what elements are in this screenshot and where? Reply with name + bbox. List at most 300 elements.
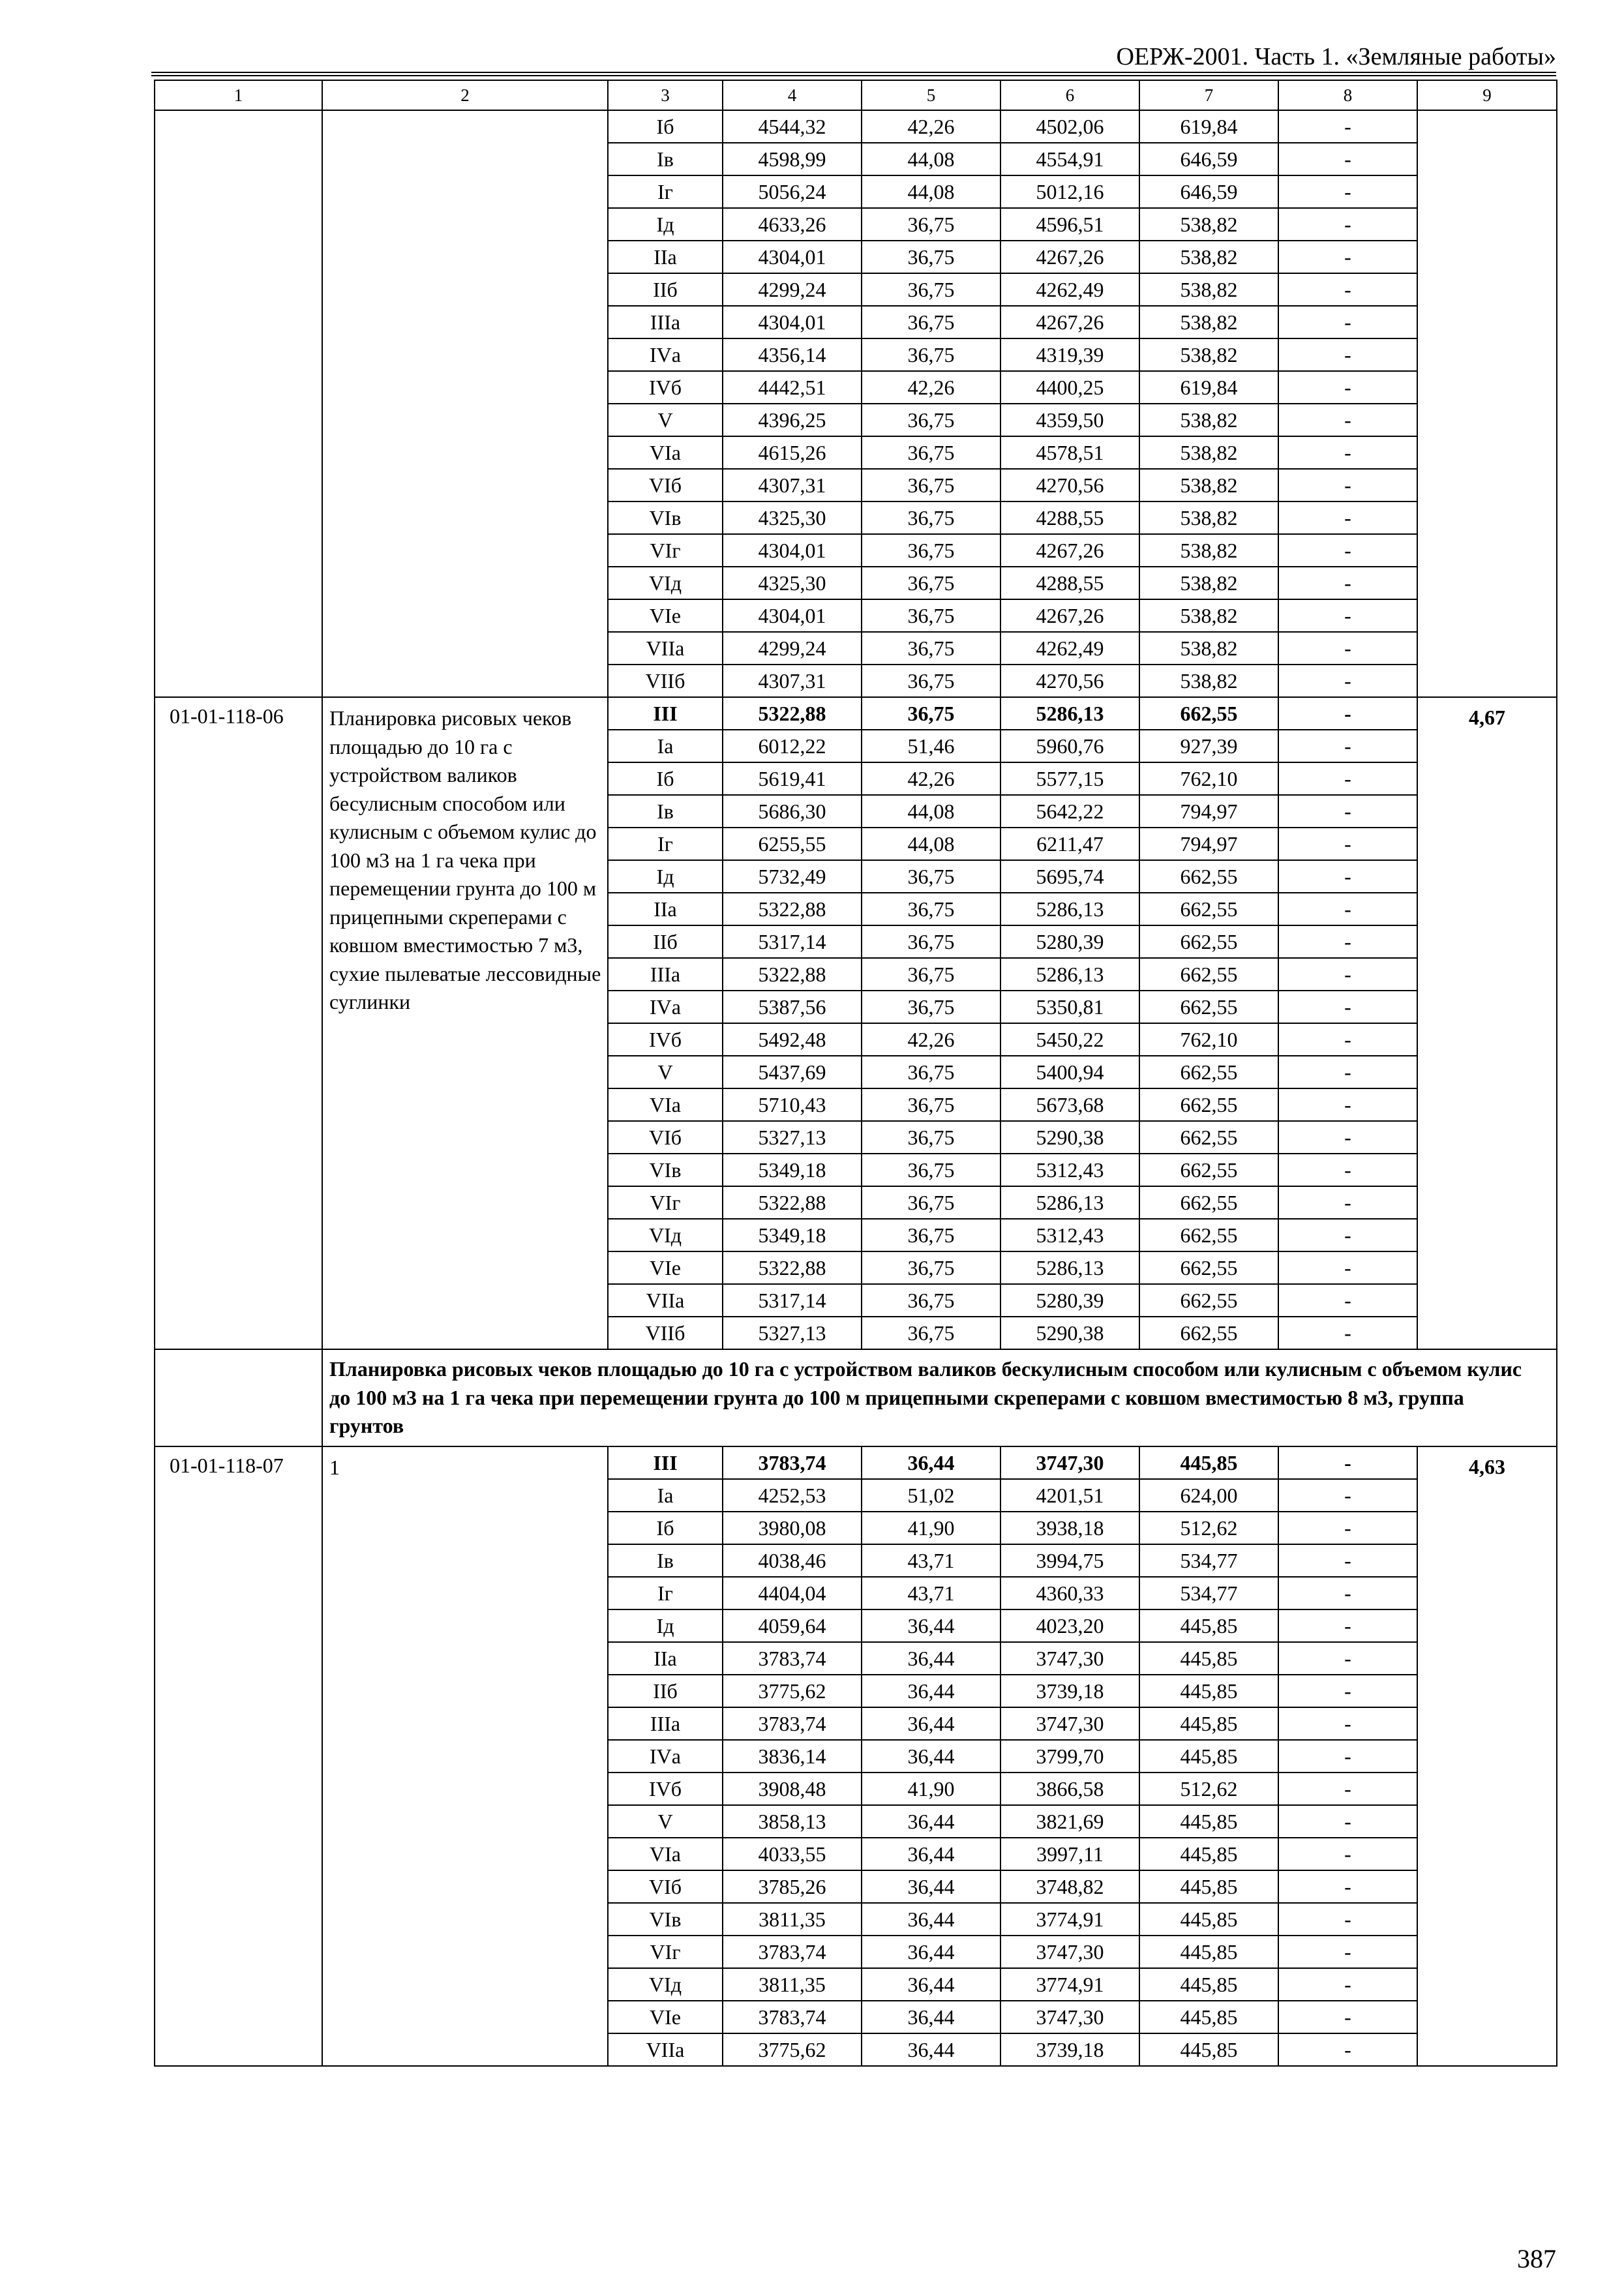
value-cell: - bbox=[1278, 567, 1417, 599]
value-cell: 4307,31 bbox=[723, 469, 862, 501]
value-cell: 36,75 bbox=[862, 501, 1000, 534]
soil-group-cell: Iд bbox=[608, 1609, 723, 1642]
value-cell: 4544,32 bbox=[723, 110, 862, 143]
soil-group-cell: Iд bbox=[608, 208, 723, 241]
value-cell: 445,85 bbox=[1139, 1675, 1278, 1707]
value-cell: 3785,26 bbox=[723, 1870, 862, 1903]
value-cell: - bbox=[1278, 436, 1417, 469]
value-cell: 5437,69 bbox=[723, 1056, 862, 1088]
soil-group-cell: VIг bbox=[608, 1186, 723, 1219]
column-number: 2 bbox=[322, 80, 608, 110]
value-cell: 36,75 bbox=[862, 338, 1000, 371]
value-cell: 4400,25 bbox=[1000, 371, 1139, 404]
table-row bbox=[155, 110, 1557, 143]
value-cell: 538,82 bbox=[1139, 501, 1278, 534]
section-heading-row bbox=[155, 1349, 1557, 1446]
soil-group-cell: VIв bbox=[608, 1154, 723, 1186]
value-cell: 5322,88 bbox=[723, 1186, 862, 1219]
value-cell: - bbox=[1278, 1675, 1417, 1707]
value-cell: 445,85 bbox=[1139, 1642, 1278, 1675]
value-cell: 4270,56 bbox=[1000, 665, 1139, 697]
value-cell: 36,44 bbox=[862, 1675, 1000, 1707]
value-cell: 36,75 bbox=[862, 306, 1000, 338]
value-cell: 927,39 bbox=[1139, 730, 1278, 762]
value-cell: 538,82 bbox=[1139, 469, 1278, 501]
soil-group-cell: Iв bbox=[608, 1544, 723, 1577]
value-cell: - bbox=[1278, 306, 1417, 338]
value-cell: 42,26 bbox=[862, 371, 1000, 404]
value-cell: 445,85 bbox=[1139, 1903, 1278, 1936]
value-cell: 538,82 bbox=[1139, 338, 1278, 371]
value-cell: 4304,01 bbox=[723, 534, 862, 567]
soil-group-cell: Iв bbox=[608, 795, 723, 828]
value-cell: 445,85 bbox=[1139, 2001, 1278, 2033]
soil-group-cell: Iб bbox=[608, 762, 723, 795]
value-cell: - bbox=[1278, 273, 1417, 306]
value-cell: 3980,08 bbox=[723, 1512, 862, 1544]
value-cell: - bbox=[1278, 925, 1417, 958]
value-cell: 4442,51 bbox=[723, 371, 862, 404]
value-cell: 36,44 bbox=[862, 2033, 1000, 2066]
soil-group-cell: IVб bbox=[608, 371, 723, 404]
value-cell: 5673,68 bbox=[1000, 1088, 1139, 1121]
value-cell: 3747,30 bbox=[1000, 1936, 1139, 1968]
value-cell: - bbox=[1278, 1544, 1417, 1577]
value-cell: 36,75 bbox=[862, 1317, 1000, 1349]
value-cell: 5312,43 bbox=[1000, 1219, 1139, 1251]
soil-group-cell: IIа bbox=[608, 1642, 723, 1675]
value-cell: 445,85 bbox=[1139, 2033, 1278, 2066]
soil-group-cell: Iб bbox=[608, 1512, 723, 1544]
value-cell: 4596,51 bbox=[1000, 208, 1139, 241]
value-cell: 3775,62 bbox=[723, 2033, 862, 2066]
value-cell: 5280,39 bbox=[1000, 1284, 1139, 1317]
value-cell: 5322,88 bbox=[723, 697, 862, 730]
value-cell: 44,08 bbox=[862, 795, 1000, 828]
value-cell: 445,85 bbox=[1139, 1740, 1278, 1773]
value-cell: - bbox=[1278, 893, 1417, 925]
value-cell: 44,08 bbox=[862, 828, 1000, 860]
column-number-row bbox=[155, 80, 1557, 110]
value-cell: 3783,74 bbox=[723, 1642, 862, 1675]
soil-group-cell: IVб bbox=[608, 1773, 723, 1805]
soil-group-cell: IIIа bbox=[608, 958, 723, 991]
value-cell: 662,55 bbox=[1139, 1317, 1278, 1349]
column-number: 4 bbox=[723, 80, 862, 110]
soil-group-cell: VIIб bbox=[608, 1317, 723, 1349]
soil-group-cell: IIа bbox=[608, 893, 723, 925]
value-cell: 662,55 bbox=[1139, 1219, 1278, 1251]
rate-description: 1 bbox=[322, 1446, 608, 2066]
value-cell: 5450,22 bbox=[1000, 1023, 1139, 1056]
value-cell: 4262,49 bbox=[1000, 273, 1139, 306]
value-cell: 762,10 bbox=[1139, 1023, 1278, 1056]
value-cell: 445,85 bbox=[1139, 1838, 1278, 1870]
page-header-title: ОЕРЖ-2001. Часть 1. «Земляные работы» bbox=[1116, 43, 1556, 70]
value-cell: 51,02 bbox=[862, 1479, 1000, 1512]
value-cell: 3747,30 bbox=[1000, 1642, 1139, 1675]
soil-group-cell: Iг bbox=[608, 175, 723, 208]
soil-group-cell: VIе bbox=[608, 1251, 723, 1284]
value-cell: 43,71 bbox=[862, 1577, 1000, 1609]
soil-group-cell: Iг bbox=[608, 828, 723, 860]
value-cell: 5322,88 bbox=[723, 1251, 862, 1284]
soil-group-cell: Iа bbox=[608, 730, 723, 762]
value-cell: 619,84 bbox=[1139, 110, 1278, 143]
value-cell: - bbox=[1278, 1479, 1417, 1512]
value-cell: - bbox=[1278, 665, 1417, 697]
value-cell: 51,46 bbox=[862, 730, 1000, 762]
value-cell: 4325,30 bbox=[723, 501, 862, 534]
value-cell: 43,71 bbox=[862, 1544, 1000, 1577]
value-cell: - bbox=[1278, 697, 1417, 730]
value-cell: 4267,26 bbox=[1000, 599, 1139, 632]
value-cell: 4319,39 bbox=[1000, 338, 1139, 371]
value-cell: - bbox=[1278, 501, 1417, 534]
value-cell: 4633,26 bbox=[723, 208, 862, 241]
value-cell: 445,85 bbox=[1139, 1870, 1278, 1903]
value-cell: 5312,43 bbox=[1000, 1154, 1139, 1186]
value-cell: 534,77 bbox=[1139, 1544, 1278, 1577]
value-cell: 42,26 bbox=[862, 110, 1000, 143]
value-cell: 3774,91 bbox=[1000, 1903, 1139, 1936]
soil-group-cell: III bbox=[608, 1446, 723, 1479]
value-cell: - bbox=[1278, 1512, 1417, 1544]
value-cell: 662,55 bbox=[1139, 860, 1278, 893]
value-cell: 5732,49 bbox=[723, 860, 862, 893]
value-cell: - bbox=[1278, 991, 1417, 1023]
value-cell: 36,75 bbox=[862, 567, 1000, 599]
rate-code: 01-01-118-07 bbox=[155, 1446, 322, 2066]
value-cell: 41,90 bbox=[862, 1773, 1000, 1805]
header-rule bbox=[151, 72, 1556, 76]
soil-group-cell: VIд bbox=[608, 1968, 723, 2001]
value-cell: 3747,30 bbox=[1000, 2001, 1139, 2033]
soil-group-cell: VIа bbox=[608, 436, 723, 469]
column-number: 1 bbox=[155, 80, 322, 110]
value-cell: 4502,06 bbox=[1000, 110, 1139, 143]
table-row bbox=[155, 1446, 1557, 1479]
soil-group-cell: IVа bbox=[608, 338, 723, 371]
value-cell: 36,75 bbox=[862, 925, 1000, 958]
value-cell: - bbox=[1278, 1088, 1417, 1121]
value-cell: 3739,18 bbox=[1000, 1675, 1139, 1707]
value-cell: 4262,49 bbox=[1000, 632, 1139, 665]
value-cell: - bbox=[1278, 534, 1417, 567]
column-number: 8 bbox=[1278, 80, 1417, 110]
value-cell: - bbox=[1278, 958, 1417, 991]
value-cell: 5286,13 bbox=[1000, 958, 1139, 991]
value-cell: 4270,56 bbox=[1000, 469, 1139, 501]
value-cell: - bbox=[1278, 1642, 1417, 1675]
value-cell: 3997,11 bbox=[1000, 1838, 1139, 1870]
value-cell: 36,44 bbox=[862, 1936, 1000, 1968]
value-cell: 36,44 bbox=[862, 1968, 1000, 2001]
value-cell: 36,75 bbox=[862, 958, 1000, 991]
value-cell: 36,75 bbox=[862, 273, 1000, 306]
value-cell: 3858,13 bbox=[723, 1805, 862, 1838]
column-number: 3 bbox=[608, 80, 723, 110]
labor-cell: 4,67 bbox=[1417, 697, 1557, 1349]
value-cell: 36,44 bbox=[862, 1740, 1000, 1773]
value-cell: 6255,55 bbox=[723, 828, 862, 860]
value-cell: - bbox=[1278, 371, 1417, 404]
value-cell: 3821,69 bbox=[1000, 1805, 1139, 1838]
column-number: 9 bbox=[1417, 80, 1557, 110]
value-cell: 5492,48 bbox=[723, 1023, 862, 1056]
value-cell: 662,55 bbox=[1139, 1154, 1278, 1186]
value-cell: - bbox=[1278, 1056, 1417, 1088]
value-cell: 619,84 bbox=[1139, 371, 1278, 404]
value-cell: - bbox=[1278, 1838, 1417, 1870]
soil-group-cell: IIб bbox=[608, 1675, 723, 1707]
value-cell: 5350,81 bbox=[1000, 991, 1139, 1023]
value-cell: - bbox=[1278, 1317, 1417, 1349]
value-cell: - bbox=[1278, 338, 1417, 371]
soil-group-cell: VIб bbox=[608, 1121, 723, 1154]
value-cell: 4267,26 bbox=[1000, 306, 1139, 338]
value-cell: 4396,25 bbox=[723, 404, 862, 436]
value-cell: 36,75 bbox=[862, 860, 1000, 893]
value-cell: 646,59 bbox=[1139, 143, 1278, 175]
value-cell: 4252,53 bbox=[723, 1479, 862, 1512]
value-cell: 534,77 bbox=[1139, 1577, 1278, 1609]
value-cell: 662,55 bbox=[1139, 991, 1278, 1023]
value-cell: 5400,94 bbox=[1000, 1056, 1139, 1088]
value-cell: 5349,18 bbox=[723, 1154, 862, 1186]
value-cell: 36,44 bbox=[862, 1642, 1000, 1675]
value-cell: 5286,13 bbox=[1000, 1186, 1139, 1219]
soil-group-cell: VIв bbox=[608, 1903, 723, 1936]
value-cell: 3783,74 bbox=[723, 1707, 862, 1740]
value-cell: 5290,38 bbox=[1000, 1317, 1139, 1349]
value-cell: 36,75 bbox=[862, 697, 1000, 730]
value-cell: 36,44 bbox=[862, 1838, 1000, 1870]
soil-group-cell: VIе bbox=[608, 599, 723, 632]
rates-table bbox=[154, 80, 1557, 2067]
soil-group-cell: VIб bbox=[608, 469, 723, 501]
value-cell: 662,55 bbox=[1139, 1186, 1278, 1219]
value-cell: - bbox=[1278, 1870, 1417, 1903]
value-cell: - bbox=[1278, 632, 1417, 665]
soil-group-cell: VIа bbox=[608, 1088, 723, 1121]
value-cell: 662,55 bbox=[1139, 925, 1278, 958]
value-cell: 4267,26 bbox=[1000, 241, 1139, 273]
value-cell: - bbox=[1278, 1251, 1417, 1284]
value-cell: - bbox=[1278, 2001, 1417, 2033]
labor-cell bbox=[1417, 110, 1557, 697]
value-cell: 4304,01 bbox=[723, 599, 862, 632]
value-cell: 3748,82 bbox=[1000, 1870, 1139, 1903]
column-number: 6 bbox=[1000, 80, 1139, 110]
value-cell: - bbox=[1278, 1707, 1417, 1740]
value-cell: 538,82 bbox=[1139, 273, 1278, 306]
value-cell: 3866,58 bbox=[1000, 1773, 1139, 1805]
value-cell: 36,44 bbox=[862, 1870, 1000, 1903]
value-cell: 3783,74 bbox=[723, 2001, 862, 2033]
value-cell: 5577,15 bbox=[1000, 762, 1139, 795]
value-cell: 4598,99 bbox=[723, 143, 862, 175]
value-cell: 4307,31 bbox=[723, 665, 862, 697]
soil-group-cell: Iб bbox=[608, 110, 723, 143]
value-cell: 3783,74 bbox=[723, 1446, 862, 1479]
value-cell: 5686,30 bbox=[723, 795, 862, 828]
soil-group-cell: VIIа bbox=[608, 2033, 723, 2066]
value-cell: - bbox=[1278, 1121, 1417, 1154]
value-cell: 512,62 bbox=[1139, 1773, 1278, 1805]
value-cell: 662,55 bbox=[1139, 893, 1278, 925]
value-cell: - bbox=[1278, 828, 1417, 860]
value-cell: 36,75 bbox=[862, 1219, 1000, 1251]
value-cell: 662,55 bbox=[1139, 1088, 1278, 1121]
value-cell: 5710,43 bbox=[723, 1088, 862, 1121]
value-cell: - bbox=[1278, 1740, 1417, 1773]
value-cell: 3994,75 bbox=[1000, 1544, 1139, 1577]
value-cell: - bbox=[1278, 175, 1417, 208]
value-cell: 5387,56 bbox=[723, 991, 862, 1023]
value-cell: - bbox=[1278, 599, 1417, 632]
value-cell: - bbox=[1278, 730, 1417, 762]
value-cell: 4033,55 bbox=[723, 1838, 862, 1870]
soil-group-cell: V bbox=[608, 1805, 723, 1838]
value-cell: 5317,14 bbox=[723, 1284, 862, 1317]
value-cell: 538,82 bbox=[1139, 665, 1278, 697]
value-cell: 4359,50 bbox=[1000, 404, 1139, 436]
value-cell: 42,26 bbox=[862, 1023, 1000, 1056]
value-cell: 3775,62 bbox=[723, 1675, 862, 1707]
labor-cell: 4,63 bbox=[1417, 1446, 1557, 2066]
rate-description: Планировка рисовых чеков площадью до 10 га с устройством валиков бесулисным способом или кулисным с объемом кулис до 100 м3 на 1 га чека при перемещении грунта до 100 м прицепными скреперами с ковшом вместимостью 7 м3, сухие пылеватые лессовидные суглинки bbox=[322, 697, 608, 1349]
value-cell: 36,44 bbox=[862, 1903, 1000, 1936]
value-cell: - bbox=[1278, 1284, 1417, 1317]
value-cell: 5280,39 bbox=[1000, 925, 1139, 958]
soil-group-cell: Iа bbox=[608, 1479, 723, 1512]
value-cell: 662,55 bbox=[1139, 1056, 1278, 1088]
value-cell: 6012,22 bbox=[723, 730, 862, 762]
value-cell: 662,55 bbox=[1139, 697, 1278, 730]
value-cell: - bbox=[1278, 1936, 1417, 1968]
value-cell: - bbox=[1278, 1805, 1417, 1838]
value-cell: 794,97 bbox=[1139, 795, 1278, 828]
value-cell: 538,82 bbox=[1139, 208, 1278, 241]
value-cell: 662,55 bbox=[1139, 1251, 1278, 1284]
soil-group-cell: IIб bbox=[608, 925, 723, 958]
value-cell: 662,55 bbox=[1139, 958, 1278, 991]
value-cell: 36,75 bbox=[862, 208, 1000, 241]
value-cell: 36,44 bbox=[862, 1609, 1000, 1642]
value-cell: 4299,24 bbox=[723, 273, 862, 306]
value-cell: 445,85 bbox=[1139, 1609, 1278, 1642]
soil-group-cell: VIа bbox=[608, 1838, 723, 1870]
value-cell: 4267,26 bbox=[1000, 534, 1139, 567]
value-cell: 36,75 bbox=[862, 534, 1000, 567]
value-cell: 445,85 bbox=[1139, 1936, 1278, 1968]
value-cell: 3811,35 bbox=[723, 1968, 862, 2001]
value-cell: 36,75 bbox=[862, 991, 1000, 1023]
section-heading: Планировка рисовых чеков площадью до 10 га с устройством валиков бескулисным способом или кулисным с объемом кулис до 100 м3 на 1 га чека при перемещении грунта до 100 м прицепными скреперами с ковшом вместимостью 8 м3, группа грунтов bbox=[322, 1349, 1557, 1446]
soil-group-cell: IIа bbox=[608, 241, 723, 273]
value-cell: 4304,01 bbox=[723, 241, 862, 273]
value-cell: 538,82 bbox=[1139, 534, 1278, 567]
value-cell: 538,82 bbox=[1139, 306, 1278, 338]
value-cell: 538,82 bbox=[1139, 436, 1278, 469]
value-cell: 36,44 bbox=[862, 2001, 1000, 2033]
value-cell: 5695,74 bbox=[1000, 860, 1139, 893]
value-cell: - bbox=[1278, 1023, 1417, 1056]
soil-group-cell: Iд bbox=[608, 860, 723, 893]
value-cell: 762,10 bbox=[1139, 762, 1278, 795]
value-cell: 3739,18 bbox=[1000, 2033, 1139, 2066]
value-cell: 36,75 bbox=[862, 599, 1000, 632]
value-cell: 42,26 bbox=[862, 762, 1000, 795]
value-cell: 36,75 bbox=[862, 404, 1000, 436]
soil-group-cell: VIг bbox=[608, 534, 723, 567]
section-heading-blank bbox=[155, 1349, 322, 1446]
value-cell: 36,75 bbox=[862, 1121, 1000, 1154]
value-cell: 3774,91 bbox=[1000, 1968, 1139, 2001]
soil-group-cell: VIе bbox=[608, 2001, 723, 2033]
value-cell: 36,75 bbox=[862, 1251, 1000, 1284]
value-cell: 538,82 bbox=[1139, 599, 1278, 632]
value-cell: - bbox=[1278, 143, 1417, 175]
soil-group-cell: Iв bbox=[608, 143, 723, 175]
value-cell: 36,75 bbox=[862, 241, 1000, 273]
rate-code bbox=[155, 110, 322, 697]
column-number: 5 bbox=[862, 80, 1000, 110]
soil-group-cell: VIIа bbox=[608, 1284, 723, 1317]
soil-group-cell: VIIб bbox=[608, 665, 723, 697]
soil-group-cell: VIд bbox=[608, 1219, 723, 1251]
rate-code: 01-01-118-06 bbox=[155, 697, 322, 1349]
value-cell: 36,75 bbox=[862, 1284, 1000, 1317]
page-number: 387 bbox=[1517, 2244, 1556, 2273]
value-cell: 6211,47 bbox=[1000, 828, 1139, 860]
value-cell: 5619,41 bbox=[723, 762, 862, 795]
value-cell: - bbox=[1278, 110, 1417, 143]
soil-group-cell: VIIа bbox=[608, 632, 723, 665]
soil-group-cell: IVа bbox=[608, 991, 723, 1023]
value-cell: 5642,22 bbox=[1000, 795, 1139, 828]
value-cell: 4325,30 bbox=[723, 567, 862, 599]
value-cell: 36,75 bbox=[862, 436, 1000, 469]
value-cell: - bbox=[1278, 208, 1417, 241]
value-cell: 794,97 bbox=[1139, 828, 1278, 860]
soil-group-cell: IIIа bbox=[608, 306, 723, 338]
value-cell: 5327,13 bbox=[723, 1317, 862, 1349]
value-cell: 445,85 bbox=[1139, 1446, 1278, 1479]
value-cell: 36,44 bbox=[862, 1707, 1000, 1740]
value-cell: 5322,88 bbox=[723, 893, 862, 925]
value-cell: - bbox=[1278, 1154, 1417, 1186]
value-cell: - bbox=[1278, 795, 1417, 828]
value-cell: 4201,51 bbox=[1000, 1479, 1139, 1512]
value-cell: 624,00 bbox=[1139, 1479, 1278, 1512]
value-cell: 36,75 bbox=[862, 469, 1000, 501]
value-cell: - bbox=[1278, 1773, 1417, 1805]
value-cell: 5327,13 bbox=[723, 1121, 862, 1154]
value-cell: 445,85 bbox=[1139, 1707, 1278, 1740]
value-cell: 646,59 bbox=[1139, 175, 1278, 208]
value-cell: - bbox=[1278, 241, 1417, 273]
value-cell: 5286,13 bbox=[1000, 893, 1139, 925]
value-cell: 3783,74 bbox=[723, 1936, 862, 1968]
value-cell: - bbox=[1278, 860, 1417, 893]
value-cell: 3811,35 bbox=[723, 1903, 862, 1936]
value-cell: 5012,16 bbox=[1000, 175, 1139, 208]
value-cell: 41,90 bbox=[862, 1512, 1000, 1544]
soil-group-cell: IVб bbox=[608, 1023, 723, 1056]
value-cell: 4038,46 bbox=[723, 1544, 862, 1577]
